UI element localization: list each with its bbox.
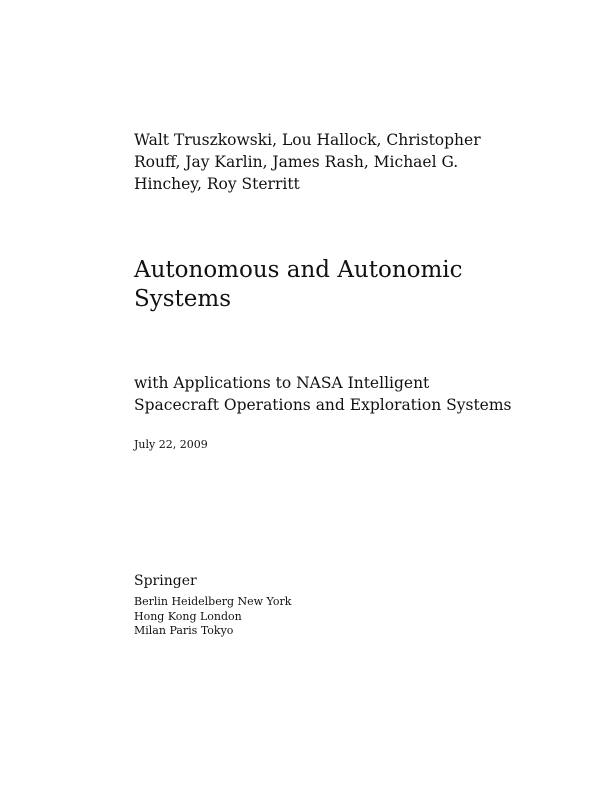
city-line: Hong Kong London <box>134 609 242 623</box>
title-line: Autonomous and Autonomic <box>134 257 463 283</box>
author-line: Hinchey, Roy Sterritt <box>134 175 300 193</box>
author-list <box>134 129 481 195</box>
book-title <box>134 256 464 314</box>
city-line: Milan Paris Tokyo <box>134 624 234 637</box>
book-subtitle <box>134 372 512 416</box>
publisher-name: Springer <box>134 573 197 589</box>
city-line: Berlin Heidelberg New York <box>134 595 292 608</box>
subtitle-line: Spacecraft Operations and Exploration Systems <box>134 396 512 414</box>
author-line: Walt Truszkowski, Lou Hallock, Christopher <box>134 131 481 149</box>
publication-date: July 22, 2009 <box>134 438 208 451</box>
subtitle-line: with Applications to NASA Intelligent <box>134 374 430 392</box>
title-line: Systems <box>134 286 232 312</box>
author-line: Rouff, Jay Karlin, James Rash, Michael G. <box>134 153 459 171</box>
publisher-cities <box>134 595 291 639</box>
